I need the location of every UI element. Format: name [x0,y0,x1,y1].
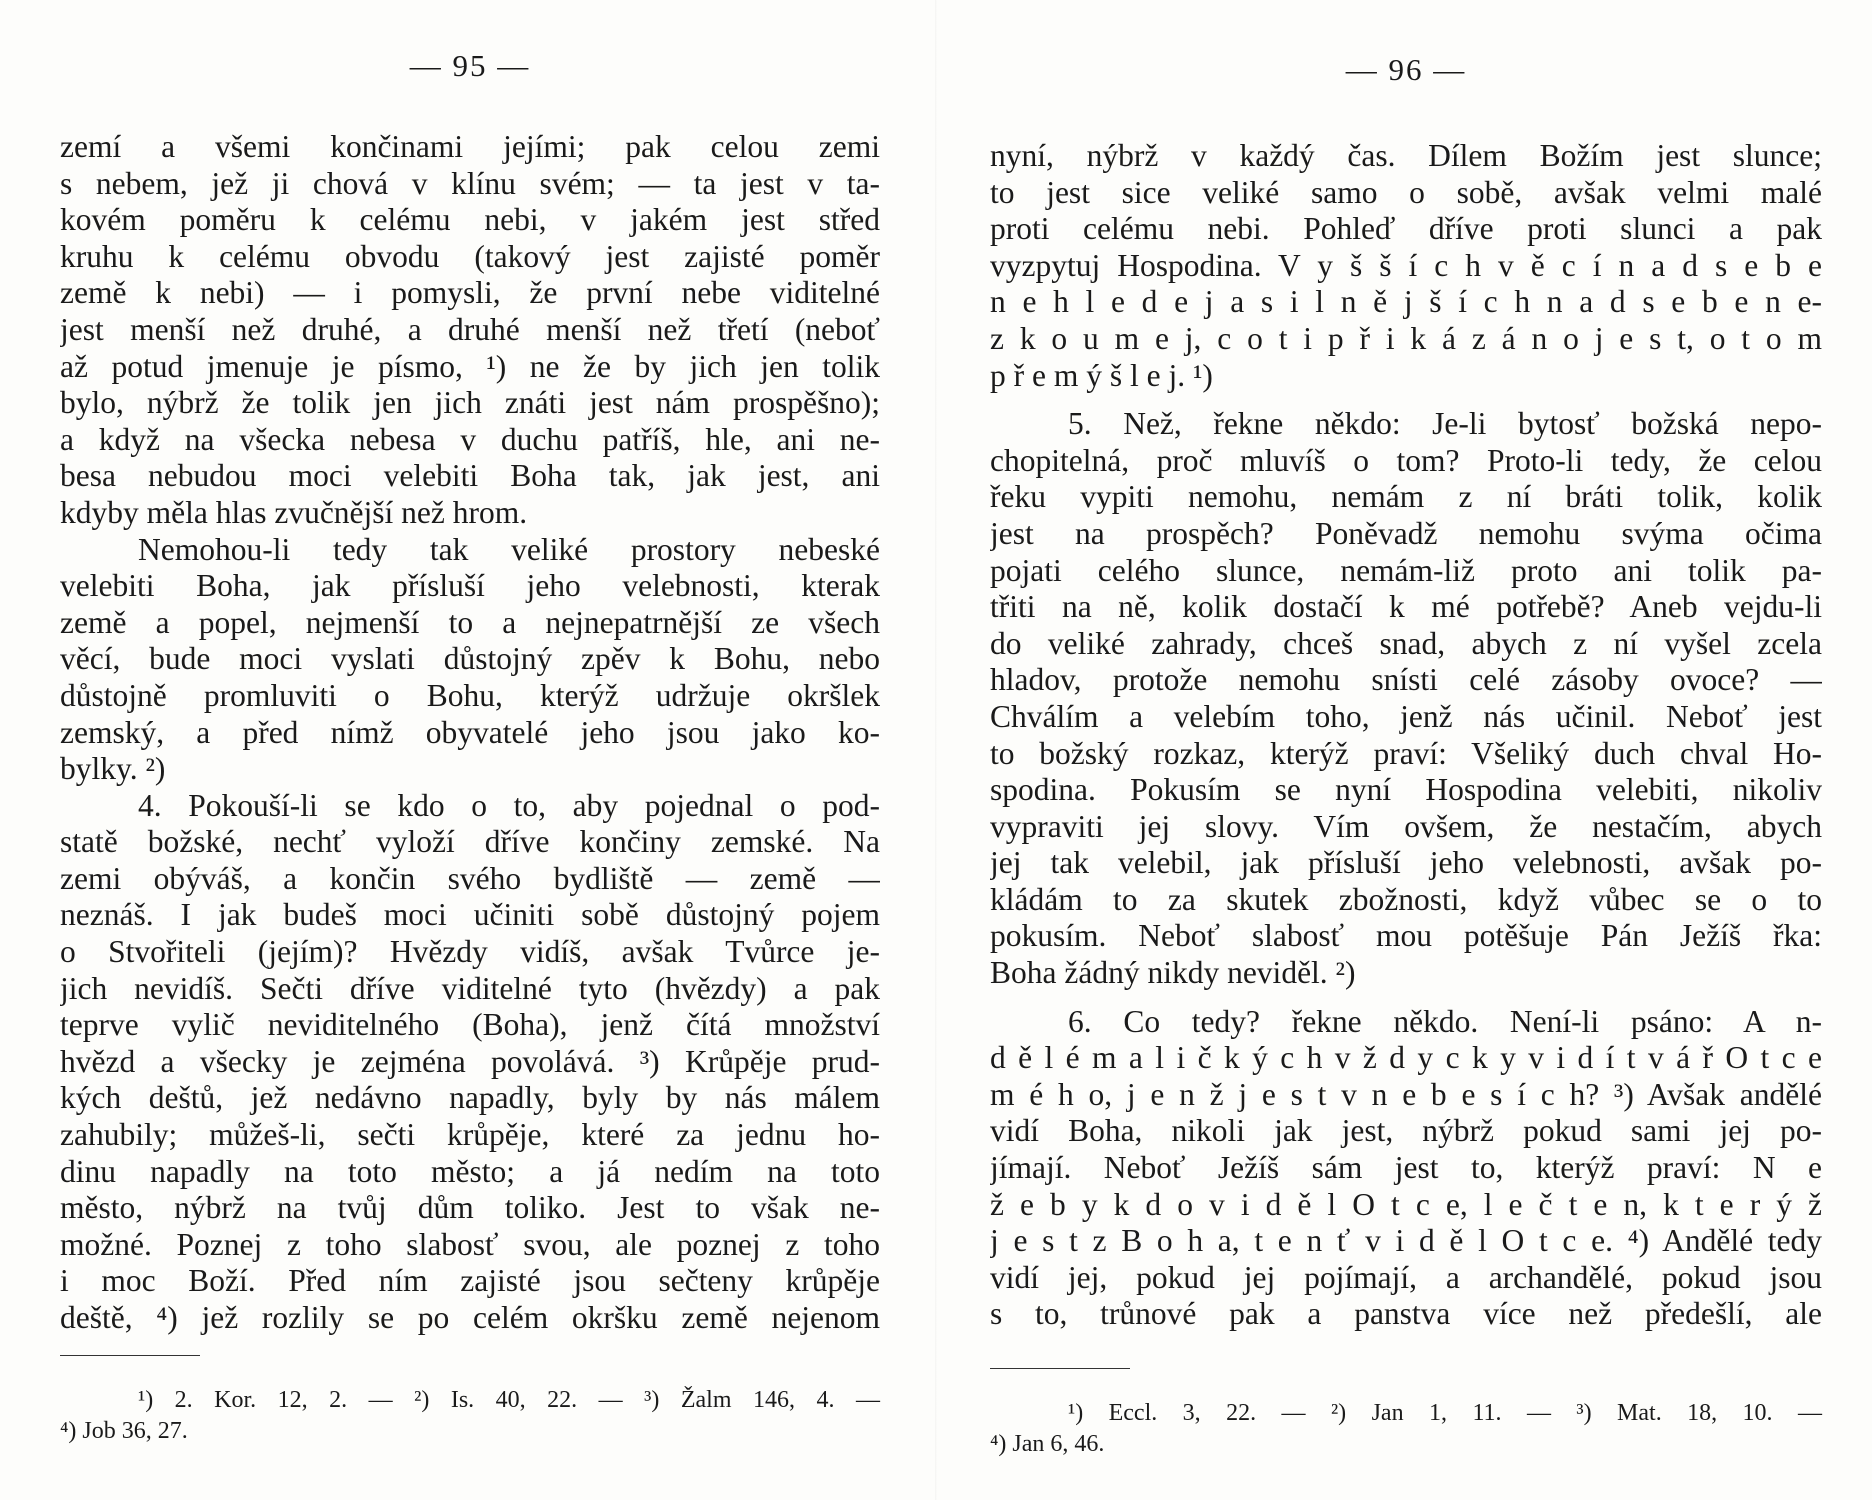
text-line: řeku vypiti nemohu, nemám z ní bráti tolik, kolik [990,479,1822,515]
text-line: j e s t z B o h a, t e n ť v i d ě l O t c e. ⁴) Andělé tedy [990,1223,1822,1259]
text-line: a když na všecka nebesa v duchu patříš, hle, ani ne- [60,421,880,457]
footnotes [60,1385,880,1447]
text-line: besa nebudou moci velebiti Boha tak, jak jest, ani [60,458,880,494]
text-line: proti celému nebi. Pohleď dříve proti slunci a pak [990,211,1822,247]
text-line: bylky. ²) [60,751,166,787]
gutter-shadow [935,0,937,1500]
text-line: bylo, nýbrž že tolik jen jich znáti jest nám prospěšno); [60,385,880,421]
text-line: pojati celého slunce, nemám-liž proto ani tolik pa- [990,552,1822,588]
text-line: země k nebi) — i pomysli, že první nebe viditelné [60,275,880,311]
footnotes [990,1398,1822,1460]
text-line: země a popel, nejmenší to a nejnepatrnější ze všech [60,604,880,640]
text-line: až potud jmenuje je písmo, ¹) ne že by jich jen tolik [60,348,880,384]
text-line: velebiti Boha, jak přísluší jeho velebnosti, kterak [60,568,880,604]
text-line: jich nevidíš. Sečti dříve viditelné tyto (hvězdy) a pak [60,970,880,1006]
text-line: třiti na ně, kolik dostačí k mé potřebě? Aneb vejdu-li [990,589,1822,625]
left-page [60,0,880,1500]
text-line: zemi obýváš, a končin svého bydliště — země — [60,860,880,896]
text-line: zahubily; můžeš-li, sečti krůpěje, které za jednu ho- [60,1117,880,1153]
text-line: možné. Poznej z toho slabosť svou, ale poznej z toho [60,1226,880,1262]
text-line: o Stvořiteli (jejím)? Hvězdy vidíš, avšak Tvůrce je- [60,934,880,970]
text-line: kládám to za skutek zbožnosti, když vůbec se o to [990,881,1822,917]
text-line: statě božské, nechť vyloží dříve končiny zemské. Na [60,824,880,860]
footnote-divider [60,1355,200,1356]
text-line: i moc Boží. Před ním zajisté jsou sečteny krůpěje [60,1263,880,1299]
text-line: Chválím a velebím toho, jenž nás učinil. Neboť jest [990,698,1822,734]
text-line: kruhu k celému obvodu (takový jest zajisté poměr [60,238,880,274]
footnote-line: ¹) 2. Kor. 12, 2. — ²) Is. 40, 22. — ³) Žalm 146, 4. — [138,1387,880,1413]
page-number: — 96 — [1345,52,1467,87]
text-line: do veliké zahrady, chceš snad, abych z ní vyšel zcela [990,625,1822,661]
text-line: p ř e m ý š l e j. ¹) [990,357,1213,393]
page-body [990,138,1822,1333]
text-line: z k o u m e j, c o t i p ř i k á z á n o j e s t, o t o m [990,320,1822,356]
paragraph-start: Nemohou-li tedy tak veliké prostory nebeské [138,531,880,567]
paragraph-start: 5. Než, řekne někdo: Je-li bytosť božská nepo- [1068,406,1822,442]
text-line: věcí, bude moci vyslati důstojný zpěv k Bohu, nebo [60,641,880,677]
text-line: kdyby měla hlas zvučnější než hrom. [60,494,528,530]
text-line: dinu napadly na toto město; a já nedím na toto [60,1153,880,1189]
text-line: jímají. Neboť Ježíš sám jest to, kterýž praví: N e [990,1150,1822,1186]
text-line: důstojně promluviti o Bohu, kterýž udržuje okršlek [60,677,880,713]
text-line: vyzpytuj Hospodina. V y š š í c h v ě c í n a d s e b e [990,247,1822,283]
text-line: n e h l e d e j a s i l n ě j š í c h n a d s e b e n e- [990,284,1822,320]
text-line: Boha žádný nikdy neviděl. ²) [990,955,1356,991]
text-line: zemí a všemi končinami jejími; pak celou zemi [60,129,880,164]
text-line: kovém poměru k celému nebi, v jakém jest střed [60,202,880,238]
paragraph-start: 6. Co tedy? řekne někdo. Není-li psáno: A n- [1068,1003,1822,1039]
text-line: jej tak velebil, jak přísluší jeho velebnosti, avšak po- [990,845,1822,881]
text-line: d ě l é m a l i č k ý c h v ž d y c k y v i d í t v á ř O t c e [990,1040,1822,1076]
text-line: zemský, a před nímž obyvatelé jeho jsou jako ko- [60,714,880,750]
text-line: neznáš. I jak budeš moci učiniti sobě důstojný pojem [60,897,880,933]
text-line: hvězd a všecky je zejména povolává. ³) Krůpěje prud- [60,1043,880,1079]
footnote-line: ¹) Eccl. 3, 22. — ²) Jan 1, 11. — ³) Mat. 18, 10. — [1068,1400,1822,1426]
text-line: jest menší než druhé, a druhé menší než třetí (neboť [60,311,880,347]
text-line: s to, trůnové pak a panstva více než předešlí, ale [990,1296,1822,1332]
paragraph-start: 4. Pokouší-li se kdo o to, aby pojednal o pod- [138,787,880,823]
text-line: deště, ⁴) jež rozlily se po celém okršku země nejenom [60,1300,880,1335]
text-line: nyní, nýbrž v každý čas. Dílem Božím jest slunce; [990,138,1822,173]
text-line: vidí jej, pokud jej pojímají, a archandělé, pokud jsou [990,1259,1822,1295]
text-line: jest na prospěch? Poněvadž nemohu svýma očima [990,515,1822,551]
text-line: spodina. Pokusím se nyní Hospodina velebiti, nikoliv [990,772,1822,808]
text-line: vidí Boha, nikoli jak jest, nýbrž pokud sami jej po- [990,1113,1822,1149]
text-line: město, nýbrž na tvůj dům toliko. Jest to však ne- [60,1190,880,1226]
text-line: pokusím. Neboť slabosť mou potěšuje Pán Ježíš řka: [990,918,1822,954]
right-page [990,0,1822,1500]
text-line: kých deštů, jež nedávno napadly, byly by nás málem [60,1080,880,1116]
footnote-line: ⁴) Jan 6, 46. [990,1431,1105,1457]
text-line: vypraviti jej slovy. Vím ovšem, že nestačím, abych [990,808,1822,844]
page-body [60,129,880,1337]
text-line: teprve vylič neviditelného (Boha), jenž čítá množství [60,1007,880,1043]
page-number: — 95 — [409,48,531,83]
footnote-divider [990,1368,1130,1369]
text-line: s nebem, jež ji chová v klínu svém; — ta jest v ta- [60,165,880,201]
text-line: to jest sice veliké samo o sobě, avšak velmi malé [990,174,1822,210]
text-line: m é h o, j e n ž j e s t v n e b e s í c h? ³) Avšak andělé [990,1076,1822,1112]
text-line: chopitelná, proč mluvíš o tom? Proto-li tedy, že celou [990,442,1822,478]
text-line: to božský rozkaz, kterýž praví: Všeliký duch chval Ho- [990,735,1822,771]
text-line: ž e b y k d o v i d ě l O t c e, l e č t e n, k t e r ý ž [990,1186,1822,1222]
footnote-line: ⁴) Job 36, 27. [60,1418,188,1444]
text-line: hladov, protože nemohu snísti celé zásoby ovoce? — [990,662,1822,698]
